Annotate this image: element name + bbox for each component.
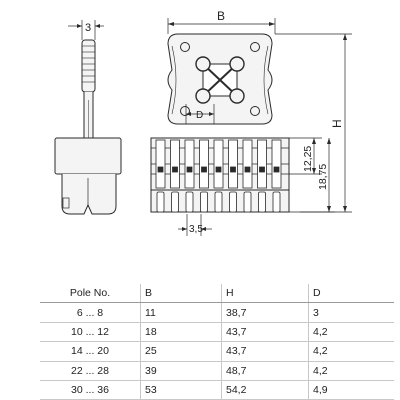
table-row (40, 361, 394, 380)
pin-column (156, 140, 165, 188)
dim-label-width: 3 (85, 22, 92, 34)
pin-column (200, 140, 209, 188)
table-cell: 18 (141, 322, 222, 341)
dim-label-h: H (330, 119, 344, 128)
pin-column (185, 140, 194, 188)
table-header-row (40, 284, 394, 303)
pin-marker (216, 167, 221, 172)
table-cell: 6 ... 8 (40, 303, 141, 322)
pin-foot (186, 192, 193, 212)
table-cell: 4,2 (309, 361, 395, 380)
table-cell: 48,7 (222, 361, 309, 380)
pin-foot (157, 192, 164, 212)
side-view (55, 20, 121, 214)
dim-label-d: D (196, 110, 204, 121)
pin-column (258, 140, 267, 188)
pin-column (229, 140, 238, 188)
pin-column (272, 140, 281, 188)
dim-label-height-2: 18,75 (317, 163, 329, 190)
column-header-h: H (222, 284, 309, 303)
table-cell: 53 (141, 380, 222, 399)
column-header-pole-no: Pole No. (40, 284, 141, 303)
table-cell: 4,2 (309, 322, 395, 341)
pin-marker (245, 167, 250, 172)
pin-marker (158, 167, 163, 172)
table-cell: 14 ... 20 (40, 342, 141, 361)
table-cell: 22 ... 28 (40, 361, 141, 380)
table-cell: 43,7 (222, 342, 309, 361)
table-cell: 25 (141, 342, 222, 361)
table-cell: 4,9 (309, 380, 395, 399)
pin-foot (172, 192, 179, 212)
table-cell: 4,2 (309, 342, 395, 361)
dim-label-pitch: 3,5 (189, 224, 203, 235)
pin-marker (173, 167, 178, 172)
table-cell: 3 (309, 303, 395, 322)
dimension-table (40, 284, 394, 400)
pin-column (171, 140, 180, 188)
pin-foot (215, 192, 222, 212)
dim-label-height-1: 12,25 (302, 145, 314, 172)
column-header-b: B (141, 284, 222, 303)
table-cell: 10 ... 12 (40, 322, 141, 341)
pin-column (214, 140, 223, 188)
table-cell: 43,7 (222, 322, 309, 341)
front-view (151, 18, 352, 236)
pin-foot (244, 192, 251, 212)
table-row (40, 342, 394, 361)
pin-foot (273, 192, 280, 212)
table-row (40, 322, 394, 341)
pin-marker (202, 167, 207, 172)
table-cell: 39 (141, 361, 222, 380)
dim-label-b: B (217, 9, 226, 23)
table-cell: 11 (141, 303, 222, 322)
pin-column (243, 140, 252, 188)
table-cell: 38,7 (222, 303, 309, 322)
pin-marker (187, 167, 192, 172)
table-row (40, 380, 394, 399)
table-cell: 30 ... 36 (40, 380, 141, 399)
column-header-d: D (309, 284, 395, 303)
pin-foot (201, 192, 208, 212)
pin-foot (230, 192, 237, 212)
pin-marker (260, 167, 265, 172)
pin-marker (231, 167, 236, 172)
pin-foot (259, 192, 266, 212)
table-cell: 54,2 (222, 380, 309, 399)
pin-marker (274, 167, 279, 172)
table-row (40, 303, 394, 322)
